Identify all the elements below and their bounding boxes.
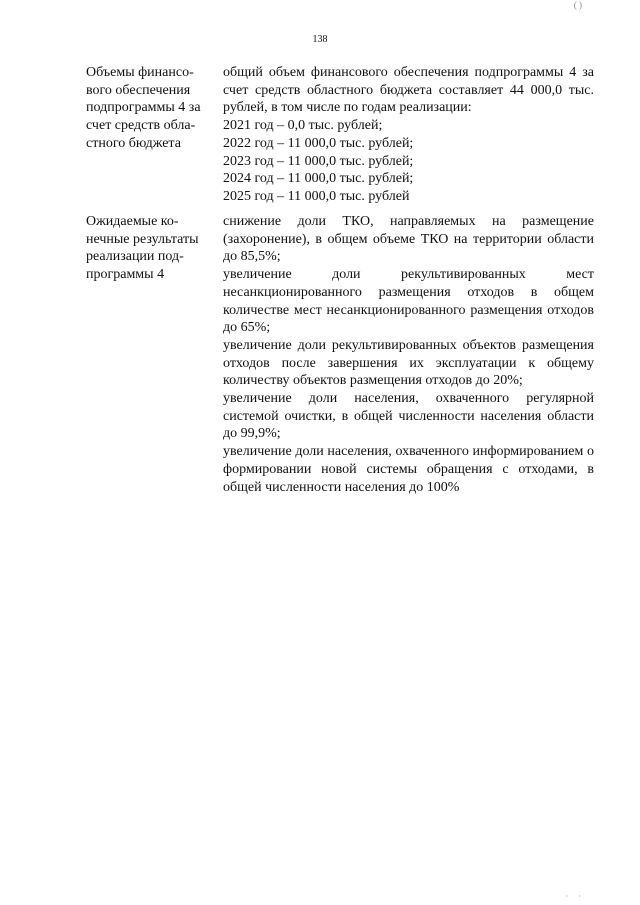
funding-section-content xyxy=(223,64,594,206)
funding-year-line: 2024 год – 11 000,0 тыс. рублей; xyxy=(223,171,414,187)
funding-year-line: 2025 год – 11 000,0 тыс. рублей xyxy=(223,188,410,204)
label-line: Объемы финансо- xyxy=(86,65,194,80)
result-paragraph: увеличение доли населения, охваченного регулярной системой очистки, в общей численности населения области до 99,9%; xyxy=(223,391,594,442)
label-line: нечные результаты xyxy=(86,231,199,247)
label-line: подпрограммы 4 за xyxy=(86,100,201,116)
funding-section xyxy=(86,64,594,206)
label-line: программы 4 xyxy=(86,267,165,283)
result-paragraph: снижение доли ТКО, направляемых на размещение (захоронение), в общем объеме ТКО на территории области до 85,5%; xyxy=(223,214,594,265)
page-number: 138 xyxy=(312,34,328,45)
label-line: счет средств обла- xyxy=(86,118,196,134)
result-paragraph: увеличение доли населения, охваченного информированием о формировании новой системы обращения с отходами, в общей численности населения до 100% xyxy=(223,444,594,495)
results-section-label xyxy=(86,213,213,284)
result-paragraph: увеличение доли рекультивированных объектов размещения отходов после завершения их эксплуатации к общему количеству объектов размещения отходов до 20%; xyxy=(223,337,594,389)
funding-year-line: 2022 год – 11 000,0 тыс. рублей; xyxy=(223,135,414,151)
results-section xyxy=(86,213,594,496)
label-line: Ожидаемые ко- xyxy=(86,214,179,229)
result-paragraph: увеличение доли рекультивированных мест несанкционированного размещения отходов в общем количестве мест несанкционированного размещения отходов до 65%; xyxy=(223,267,594,336)
corner-scan-mark: ( ) xyxy=(573,0,582,10)
footer-scan-mark: · · xyxy=(565,892,585,901)
results-section-content xyxy=(223,213,594,496)
label-line: вого обеспечения xyxy=(86,82,191,98)
funding-section-label xyxy=(86,64,213,153)
funding-year-line: 2021 год – 0,0 тыс. рублей; xyxy=(223,118,383,134)
funding-total-paragraph: общий объем финансового обеспечения подпрограммы 4 за счет средств областного бюджета составляет 44 000,0 тыс. рублей, в том числе по годам реализации: xyxy=(223,65,594,116)
label-line: реализации под- xyxy=(86,249,184,265)
funding-year-line: 2023 год – 11 000,0 тыс. рублей; xyxy=(223,153,414,169)
label-line: стного бюджета xyxy=(86,135,181,151)
